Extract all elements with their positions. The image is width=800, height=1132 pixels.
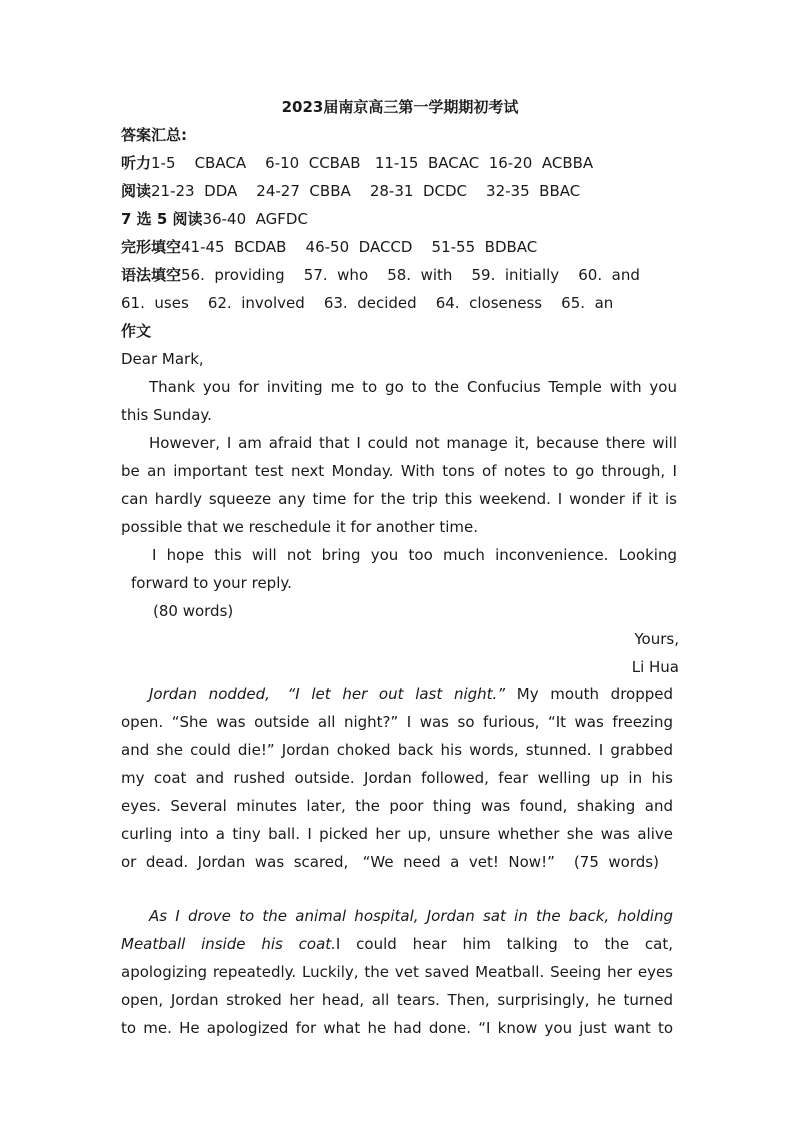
grammar-label: 语法填空 bbox=[121, 266, 182, 284]
continuation2-line2 bbox=[121, 934, 673, 954]
grammar-answers bbox=[121, 265, 640, 285]
listening-text: 1-5 CBACA 6-10 CCBAB 11-15 BACAC 16-20 ACBBA bbox=[151, 154, 594, 172]
cloze-answers bbox=[121, 237, 537, 257]
continuation2-line5: to me. He apologized for what he had done. “I know you just want to bbox=[121, 1019, 673, 1037]
continuation2-line3: apologizing repeatedly. Luckily, the vet saved Meatball. Seeing her eyes bbox=[121, 963, 673, 981]
reading-answers bbox=[121, 181, 580, 201]
continuation1-line2: open. “She was outside all night?” I was so furious, “It was freezing bbox=[121, 713, 673, 731]
continuation1-line1-rest: My mouth dropped bbox=[505, 685, 673, 703]
continuation1-line1 bbox=[149, 684, 673, 704]
continuation2-line2-rest: I could hear him talking to the cat, bbox=[335, 935, 673, 953]
grammar-answers-2: 61. uses 62. involved 63. decided 64. closeness 65. an bbox=[121, 294, 614, 312]
letter-salutation: Dear Mark, bbox=[121, 350, 204, 368]
continuation2-line4: open, Jordan stroked her head, all tears. Then, surprisingly, he turned bbox=[121, 991, 673, 1009]
grammar-text: 56. providing 57. who 58. with 59. initially 60. and bbox=[181, 266, 640, 284]
letter-p2-line4: possible that we reschedule it for another time. bbox=[121, 518, 479, 536]
reading-label: 阅读 bbox=[121, 182, 152, 200]
answers-heading: 答案汇总: bbox=[121, 126, 187, 144]
page-title: 2023届南京高三第一学期期初考试 bbox=[281, 98, 519, 116]
continuation1-italic-opening: Jordan nodded, “I let her out last night.” bbox=[149, 685, 506, 703]
continuation1-line4: my coat and rushed outside. Jordan followed, fear welling up in his bbox=[121, 769, 673, 787]
letter-word-count: (80 words) bbox=[153, 602, 234, 620]
letter-p3-line2: forward to your reply. bbox=[131, 574, 292, 592]
letter-p2-line1: However, I am afraid that I could not manage it, because there will bbox=[149, 434, 677, 452]
continuation1-line3: and she could die!” Jordan choked back his words, stunned. I grabbed bbox=[121, 741, 673, 759]
continuation2-line1: As I drove to the animal hospital, Jordan sat in the back, holding bbox=[149, 907, 673, 925]
continuation2-italic-opening: Meatball inside his coat. bbox=[121, 935, 336, 953]
letter-p1-line1: Thank you for inviting me to go to the Confucius Temple with you bbox=[149, 378, 677, 396]
seven-five-answers bbox=[121, 209, 308, 229]
listening-answers bbox=[121, 153, 593, 173]
seven-five-label: 7 选 5 阅读 bbox=[121, 210, 203, 228]
letter-p3-line1: I hope this will not bring you too much inconvenience. Looking bbox=[152, 546, 677, 564]
listening-label: 听力 bbox=[121, 154, 152, 172]
continuation1-line5: eyes. Several minutes later, the poor thing was found, shaking and bbox=[121, 797, 673, 815]
essay-heading: 作文 bbox=[121, 322, 152, 340]
letter-signature: Li Hua bbox=[631, 658, 679, 676]
cloze-label: 完形填空 bbox=[121, 238, 182, 256]
cloze-text: 41-45 BCDAB 46-50 DACCD 51-55 BDBAC bbox=[181, 238, 538, 256]
letter-closing: Yours, bbox=[634, 630, 679, 648]
seven-five-text: 36-40 AGFDC bbox=[202, 210, 308, 228]
letter-p2-line2: be an important test next Monday. With tons of notes to go through, I bbox=[121, 462, 677, 480]
reading-text: 21-23 DDA 24-27 CBBA 28-31 DCDC 32-35 BBAC bbox=[151, 182, 581, 200]
continuation1-line6: curling into a tiny ball. I picked her up, unsure whether she was alive bbox=[121, 825, 673, 843]
letter-p1-line2: this Sunday. bbox=[121, 406, 212, 424]
continuation1-line7: or dead. Jordan was scared, “We need a vet! Now!” (75 words) bbox=[121, 853, 659, 871]
letter-p2-line3: can hardly squeeze any time for the trip this weekend. I wonder if it is bbox=[121, 490, 677, 508]
